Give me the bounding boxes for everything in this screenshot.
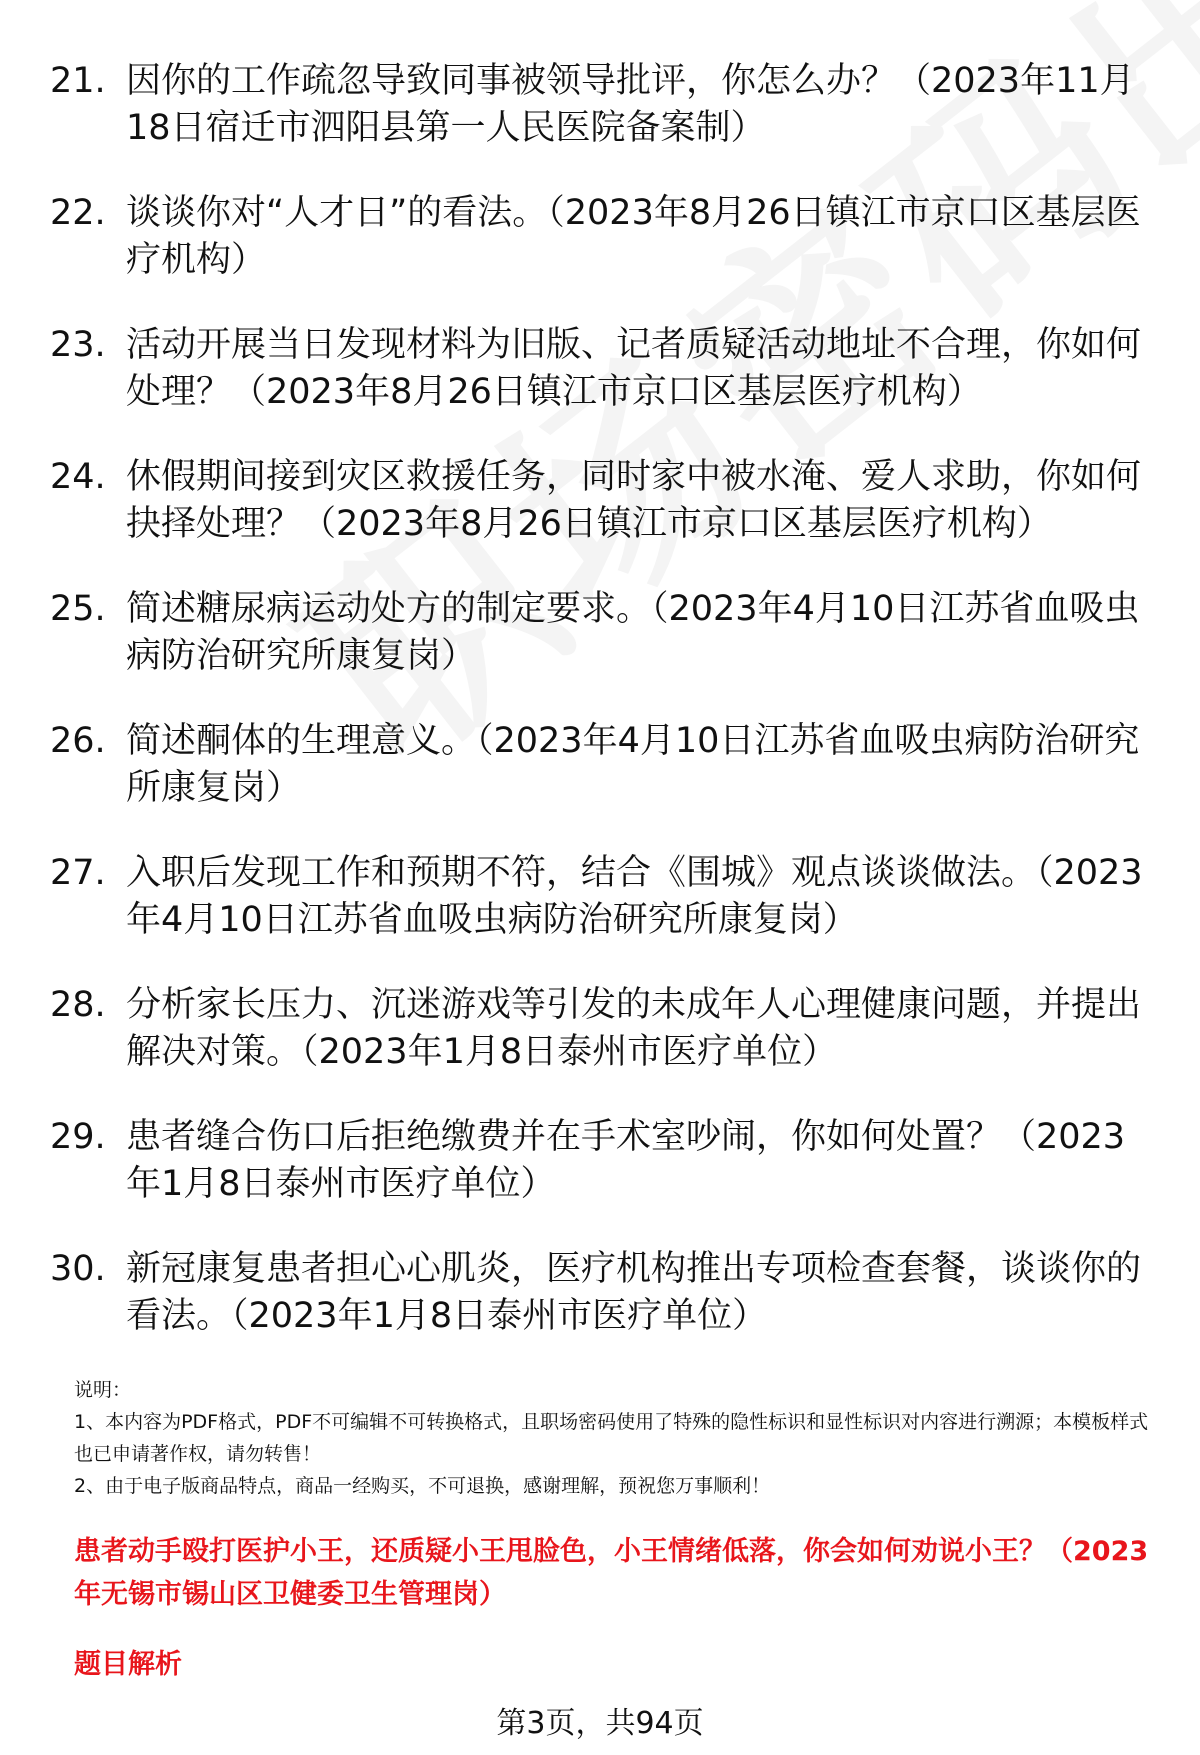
question-item bbox=[50, 1114, 1160, 1209]
question-text: 分析家长压力、沉迷游戏等引发的未成年人心理健康问题，并提出解决对策。（2023年1月8日泰州市医疗单位） bbox=[126, 985, 1142, 1072]
question-item bbox=[50, 322, 1160, 417]
question-number: 22. bbox=[50, 193, 106, 233]
question-text: 谈谈你对“人才日”的看法。（2023年8月26日镇江市京口区基层医疗机构） bbox=[126, 193, 1141, 280]
question-text: 新冠康复患者担心心肌炎，医疗机构推出专项检查套餐，谈谈你的看法。（2023年1月8日泰州市医疗单位） bbox=[126, 1249, 1142, 1336]
question-list bbox=[50, 58, 1160, 1378]
question-number: 29. bbox=[50, 1117, 106, 1157]
question-number: 26. bbox=[50, 721, 106, 761]
question-text: 因你的工作疏忽导致同事被领导批评，你怎么办？（2023年11月18日宿迁市泗阳县第一人民医院备案制） bbox=[126, 61, 1135, 148]
question-text: 休假期间接到灾区救援任务，同时家中被水淹、爱人求助，你如何抉择处理？（2023年8月26日镇江市京口区基层医疗机构） bbox=[126, 457, 1142, 544]
question-number: 27. bbox=[50, 853, 106, 893]
question-number: 23. bbox=[50, 325, 106, 365]
notes-section bbox=[74, 1374, 1164, 1502]
question-number: 30. bbox=[50, 1249, 106, 1289]
question-text: 简述糖尿病运动处方的制定要求。（2023年4月10日江苏省血吸虫病防治研究所康复岗） bbox=[126, 589, 1140, 676]
question-text: 入职后发现工作和预期不符，结合《围城》观点谈谈做法。（2023年4月10日江苏省血吸虫病防治研究所康复岗） bbox=[126, 853, 1143, 940]
page-number: 第3页，共94页 bbox=[496, 1706, 704, 1741]
question-item bbox=[50, 58, 1160, 153]
question-item bbox=[50, 1246, 1160, 1341]
question-item bbox=[50, 850, 1160, 945]
question-number: 25. bbox=[50, 589, 106, 629]
analysis-title: 题目解析 bbox=[74, 1649, 182, 1680]
question-item bbox=[50, 982, 1160, 1077]
notes-title: 说明： bbox=[74, 1379, 132, 1401]
question-item bbox=[50, 718, 1160, 813]
question-text: 患者缝合伤口后拒绝缴费并在手术室吵闹，你如何处置？（2023年1月8日泰州市医疗单位） bbox=[126, 1117, 1126, 1204]
question-number: 21. bbox=[50, 61, 106, 101]
highlight-question: 患者动手殴打医护小王，还质疑小王甩脸色，小王情绪低落，你会如何劝说小王？（2023年无锡市锡山区卫健委卫生管理岗） bbox=[74, 1536, 1149, 1610]
question-item bbox=[50, 454, 1160, 549]
question-text: 活动开展当日发现材料为旧版、记者质疑活动地址不合理，你如何处理？（2023年8月26日镇江市京口区基层医疗机构） bbox=[126, 325, 1142, 412]
question-number: 24. bbox=[50, 457, 106, 497]
question-item bbox=[50, 586, 1160, 681]
notes-line-2: 2、由于电子版商品特点，商品一经购买，不可退换，感谢理解，预祝您万事顺利！ bbox=[74, 1475, 771, 1497]
question-item bbox=[50, 190, 1160, 285]
notes-line-1: 1、本内容为PDF格式，PDF不可编辑不可转换格式，且职场密码使用了特殊的隐性标识和显性标识对内容进行溯源；本模板样式也已申请著作权，请勿转售！ bbox=[74, 1411, 1149, 1465]
question-text: 简述酮体的生理意义。（2023年4月10日江苏省血吸虫病防治研究所康复岗） bbox=[126, 721, 1140, 808]
question-number: 28. bbox=[50, 985, 106, 1025]
